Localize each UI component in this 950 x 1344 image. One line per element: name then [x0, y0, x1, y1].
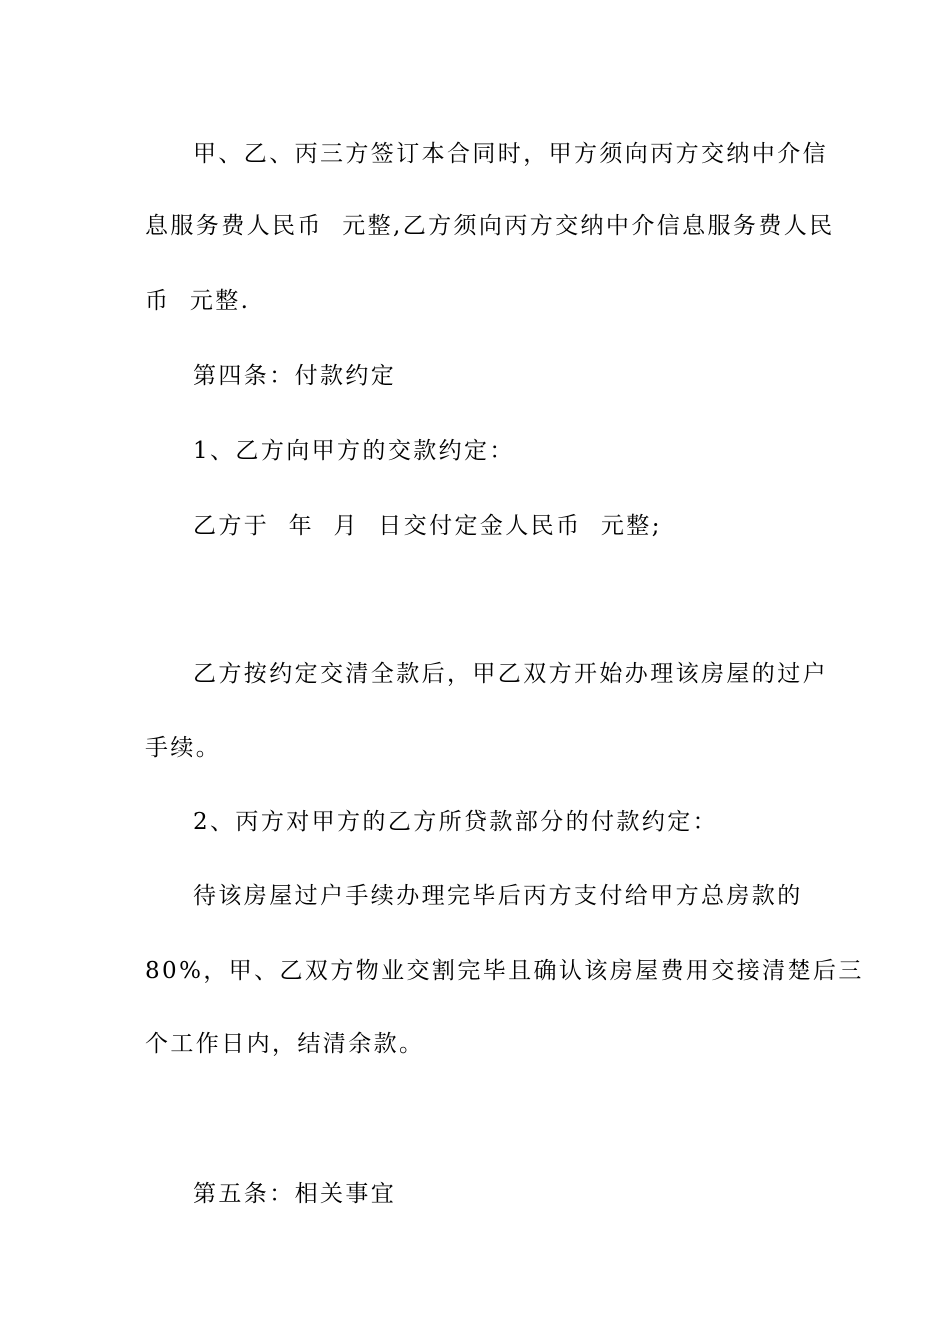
heading-article-4: 第四条：付款约定 [193, 363, 397, 389]
subheading-payment-2: 2、丙方对甲方的乙方所贷款部分的付款约定： [193, 809, 719, 835]
subheading-payment-1: 1、乙方向甲方的交款约定： [193, 438, 515, 464]
paragraph-transfer-line-2: 手续。 [145, 735, 222, 761]
heading-article-5: 第五条：相关事宜 [193, 1181, 397, 1207]
paragraph-fee-line-1: 甲、乙、丙三方签订本合同时，甲方须向丙方交纳中介信 [193, 141, 828, 167]
paragraph-transfer-line-1: 乙方按约定交清全款后，甲乙双方开始办理该房屋的过户 [193, 661, 828, 687]
paragraph-fee-line-2: 息服务费人民币 元整,乙方须向丙方交纳中介信息服务费人民 [145, 213, 835, 239]
paragraph-loan-line-3: 个工作日内，结清余款。 [145, 1031, 425, 1057]
paragraph-fee-line-3: 币 元整. [145, 288, 251, 314]
paragraph-loan-line-2: 80%，甲、乙双方物业交割完毕且确认该房屋费用交接清楚后三 [145, 958, 864, 984]
paragraph-deposit: 乙方于 年 月 日交付定金人民币 元整; [193, 513, 662, 539]
paragraph-loan-line-1: 待该房屋过户手续办理完毕后丙方支付给甲方总房款的 [193, 883, 803, 909]
